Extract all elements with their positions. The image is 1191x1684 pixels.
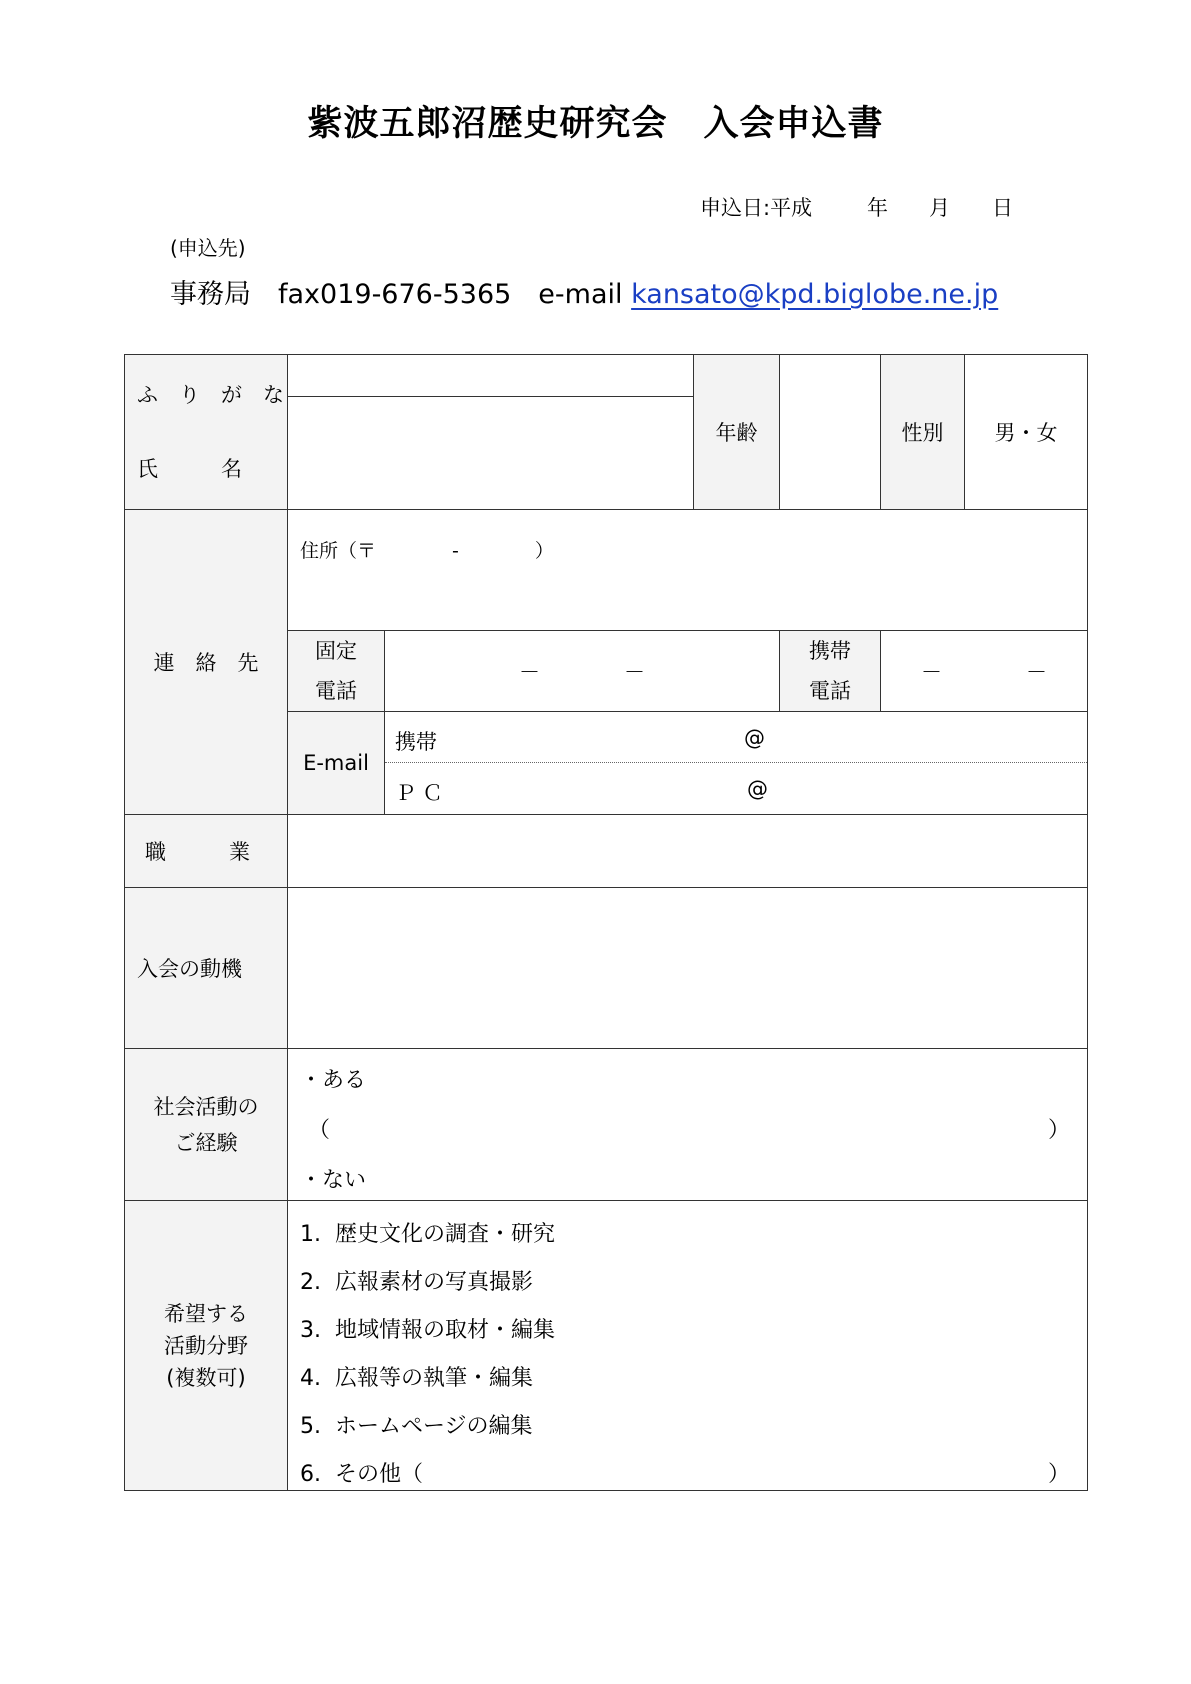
age-field[interactable] — [780, 355, 881, 510]
occupation-field[interactable] — [288, 815, 1088, 888]
email-mobile-label: 携帯 — [395, 730, 437, 754]
date-label: 申込日:平成 — [700, 196, 813, 220]
fields-label-3: (複数可) — [166, 1365, 246, 1390]
destination-line — [170, 272, 998, 311]
age-label: 年齢 — [694, 355, 780, 510]
email-pc-at: @ — [747, 777, 768, 801]
fields-label-cell — [125, 1201, 288, 1491]
office-label: 事務局 — [170, 279, 251, 310]
furigana-label: ふ り が な — [137, 383, 284, 407]
social-no[interactable]: ・ない — [300, 1168, 367, 1193]
email-label: E-mail — [288, 712, 385, 815]
email-fields — [385, 712, 1088, 815]
email-mobile-at: @ — [744, 726, 765, 750]
mobile-label-2: 電話 — [809, 679, 851, 703]
application-form-table — [124, 354, 1088, 1491]
fields-label-2: 活動分野 — [164, 1333, 248, 1358]
fields-label-1: 希望する — [164, 1301, 248, 1326]
email-mobile-field[interactable] — [385, 712, 1087, 763]
social-yes[interactable]: ・ある — [300, 1068, 367, 1093]
landline-label-cell — [288, 631, 385, 712]
destination-label: (申込先) — [170, 236, 246, 260]
social-paren-close: ） — [1048, 1118, 1071, 1143]
fax-number: fax019-676-5365 — [278, 279, 512, 310]
furigana-field[interactable] — [288, 355, 694, 397]
field-option-1[interactable]: 1. 歴史文化の調査・研究 — [300, 1222, 555, 1247]
page-title: 紫波五郎沼歴史研究会 入会申込書 — [307, 104, 884, 144]
motive-label: 入会の動機 — [125, 888, 288, 1049]
name-label-cell — [125, 355, 288, 510]
address-label: 住所（〒 - ） — [300, 540, 554, 562]
social-label-2: ご経験 — [174, 1130, 238, 1155]
landline-label-2: 電話 — [315, 679, 357, 703]
gender-label: 性別 — [881, 355, 965, 510]
field-option-4[interactable]: 4. 広報等の執筆・編集 — [300, 1366, 533, 1391]
landline-label-1: 固定 — [315, 639, 357, 663]
mobile-phone-field[interactable]: － － — [881, 631, 1088, 712]
contact-label: 連 絡 先 — [125, 510, 288, 815]
mobile-label-cell — [780, 631, 881, 712]
email-link[interactable]: kansato@kpd.biglobe.ne.jp — [631, 279, 999, 310]
social-paren-open: （ — [308, 1118, 331, 1143]
fields-list — [288, 1201, 1088, 1491]
name-field[interactable] — [288, 397, 694, 510]
address-field[interactable] — [288, 510, 1088, 631]
field-option-3[interactable]: 3. 地域情報の取材・編集 — [300, 1318, 555, 1343]
date-year-label: 年 — [867, 196, 888, 220]
mobile-label-1: 携帯 — [809, 639, 851, 663]
date-month-label: 月 — [929, 196, 950, 220]
name-label: 氏 名 — [137, 457, 242, 481]
email-pc-field[interactable] — [385, 763, 1087, 814]
field-option-5[interactable]: 5. ホームページの編集 — [300, 1414, 533, 1439]
landline-field[interactable]: － － — [385, 631, 780, 712]
email-prefix: e-mail — [538, 279, 623, 310]
gender-options[interactable]: 男・女 — [965, 355, 1088, 510]
social-label-cell — [125, 1049, 288, 1201]
field-option-6-close: ） — [1048, 1462, 1071, 1487]
field-option-2[interactable]: 2. 広報素材の写真撮影 — [300, 1270, 533, 1295]
occupation-label: 職 業 — [125, 815, 288, 888]
social-experience-field[interactable] — [288, 1049, 1088, 1201]
date-day-label: 日 — [992, 196, 1013, 220]
social-label-1: 社会活動の — [153, 1094, 259, 1119]
email-pc-label: ＰＣ — [395, 781, 449, 805]
field-option-6[interactable]: 6. その他（ — [300, 1462, 423, 1487]
motive-field[interactable] — [288, 888, 1088, 1049]
